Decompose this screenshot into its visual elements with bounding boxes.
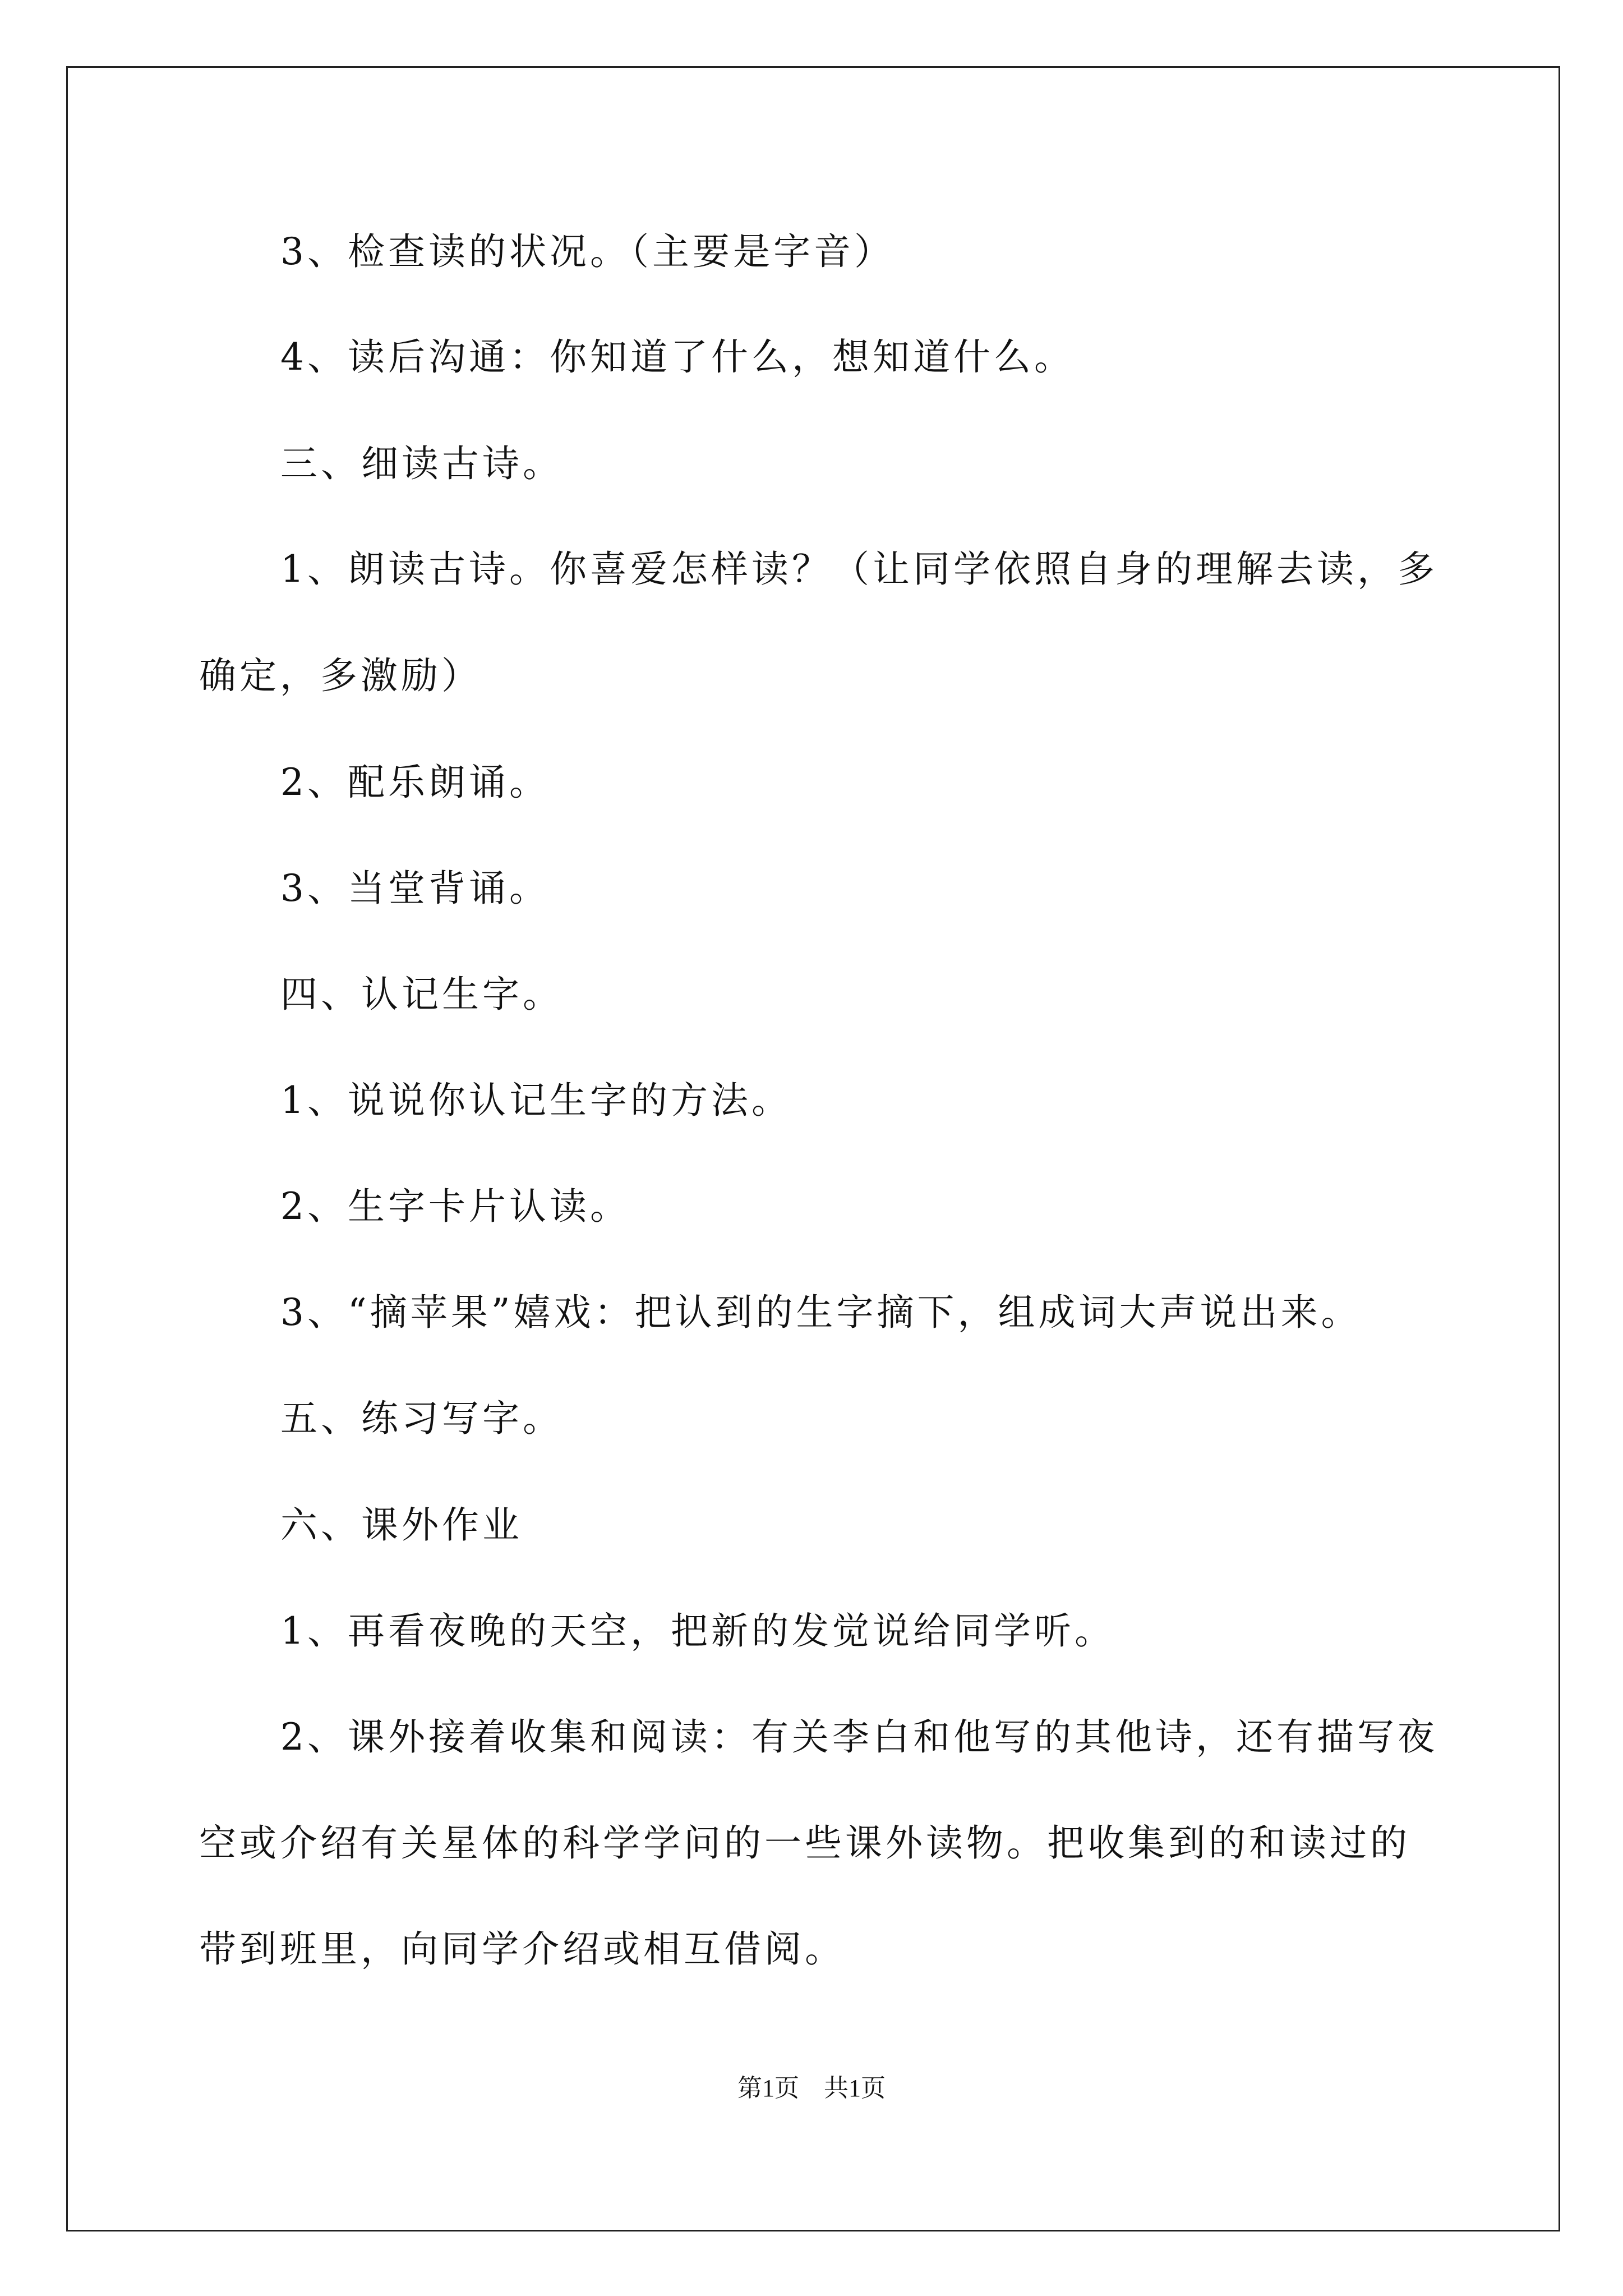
page-border: [66, 66, 1560, 2231]
paragraph-line: 1、朗读古诗。你喜爱怎样读？（让同学依照自身的理解去读，多: [280, 547, 1438, 591]
paragraph-line: 2、配乐朗诵。: [280, 761, 550, 804]
paragraph-line: 3、“摘苹果”嬉戏：把认到的生字摘下，组成词大声说出来。: [280, 1291, 1362, 1334]
section-heading: 四、认记生字。: [280, 973, 563, 1016]
paragraph-line: 1、说说你认记生字的方法。: [280, 1079, 792, 1122]
paragraph-line: 4、读后沟通：你知道了什么，想知道什么。: [280, 335, 1075, 379]
paragraph-line: 2、课外接着收集和阅读：有关李白和他写的其他诗，还有描写夜: [280, 1715, 1438, 1759]
paragraph-line: 3、检查读的状况。（主要是字音）: [280, 230, 895, 273]
paragraph-line: 3、当堂背诵。: [280, 867, 550, 910]
section-heading: 六、课外作业: [280, 1503, 523, 1547]
paragraph-continuation: 空或介绍有关星体的科学学问的一些课外读物。把收集到的和读过的: [199, 1821, 1410, 1865]
page-footer: 第1页 共1页: [737, 2074, 886, 2102]
paragraph-continuation: [199, 654, 1489, 698]
paragraph-continuation: 带到班里，向同学介绍或相互借阅。: [199, 1927, 845, 1971]
paragraph-line: 2、生字卡片认读。: [280, 1185, 630, 1228]
section-heading: 三、细读古诗。: [280, 442, 563, 485]
paragraph-line: 1、再看夜晚的天空，把新的发觉说给同学听。: [280, 1609, 1115, 1653]
section-heading: 五、练习写字。: [280, 1397, 563, 1440]
paragraph-continuation-text: 确定，多激励）: [199, 654, 482, 697]
